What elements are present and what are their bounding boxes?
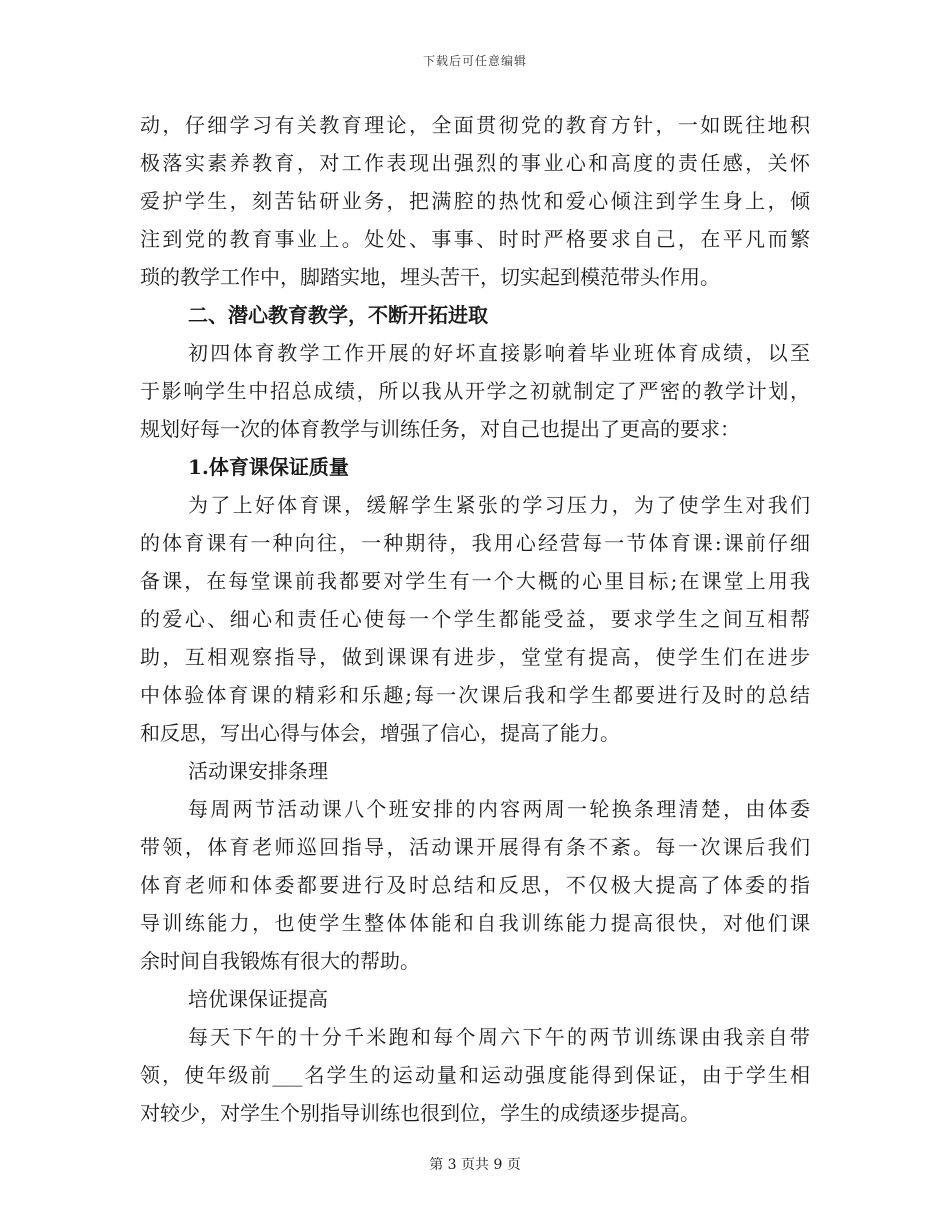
paragraph-line: 备课，在每堂课前我都要对学生有一个大概的心里目标;在课堂上用我 — [140, 569, 810, 593]
page-header: 下载后可任意编辑 — [422, 54, 527, 68]
subsection-heading: 培优课保证提高 — [188, 987, 328, 1011]
paragraph-line: 导训练能力，也使学生整体体能和自我训练能力提高很快，对他们课 — [140, 911, 810, 935]
subsection-heading: 1.体育课保证质量 — [188, 455, 349, 479]
subsection-heading: 活动课安排条理 — [188, 759, 328, 783]
paragraph-line: 余时间自我锻炼有很大的帮助。 — [140, 949, 420, 973]
paragraph-line: 每天下午的十分千米跑和每个周六下午的两节训练课由我亲自带 — [188, 1025, 810, 1049]
paragraph-line: 对较少，对学生个别指导训练也很到位，学生的成绩逐步提高。 — [140, 1101, 700, 1125]
paragraph-line: 于影响学生中招总成绩，所以我从开学之初就制定了严密的教学计划， — [140, 379, 810, 403]
paragraph-line: 规划好每一次的体育教学与训练任务，对自己也提出了更高的要求： — [140, 417, 740, 441]
section-heading: 二、潜心教育教学，不断开拓进取 — [188, 303, 488, 327]
paragraph-line: 助，互相观察指导，做到课课有进步，堂堂有提高，使学生们在进步 — [140, 645, 810, 669]
paragraph-line: 的体育课有一种向往，一种期待，我用心经营每一节体育课:课前仔细 — [140, 531, 810, 555]
paragraph-line: 和反思，写出心得与体会，增强了信心，提高了能力。 — [140, 721, 620, 745]
paragraph-line: 领，使年级前___名学生的运动量和运动强度能得到保证，由于学生相 — [140, 1063, 810, 1087]
paragraph-line: 动，仔细学习有关教育理论，全面贯彻党的教育方针，一如既往地积 — [140, 113, 810, 137]
paragraph-line: 琐的教学工作中，脚踏实地，埋头苦干，切实起到模范带头作用。 — [140, 265, 720, 289]
paragraph-line: 中体验体育课的精彩和乐趣;每一次课后我和学生都要进行及时的总结 — [140, 683, 810, 707]
paragraph-line: 带领，体育老师巡回指导，活动课开展得有条不紊。每一次课后我们 — [140, 835, 810, 859]
paragraph-line: 爱护学生，刻苦钻研业务，把满腔的热忱和爱心倾注到学生身上，倾 — [140, 189, 810, 213]
paragraph-line: 初四体育教学工作开展的好坏直接影响着毕业班体育成绩，以至 — [188, 341, 810, 365]
paragraph-line: 体育老师和体委都要进行及时总结和反思，不仅极大提高了体委的指 — [140, 873, 810, 897]
paragraph-line: 每周两节活动课八个班安排的内容两周一轮换条理清楚，由体委 — [188, 797, 810, 821]
document-body — [140, 106, 810, 1132]
paragraph-line: 的爱心、细心和责任心使每一个学生都能受益，要求学生之间互相帮 — [140, 607, 810, 631]
paragraph-line: 极落实素养教育，对工作表现出强烈的事业心和高度的责任感，关怀 — [140, 151, 810, 175]
paragraph-line: 注到党的教育事业上。处处、事事、时时严格要求自己，在平凡而繁 — [140, 227, 810, 251]
paragraph-line: 为了上好体育课，缓解学生紧张的学习压力，为了使学生对我们 — [188, 493, 810, 517]
page-footer: 第 3 页共 9 页 — [429, 1157, 521, 1173]
